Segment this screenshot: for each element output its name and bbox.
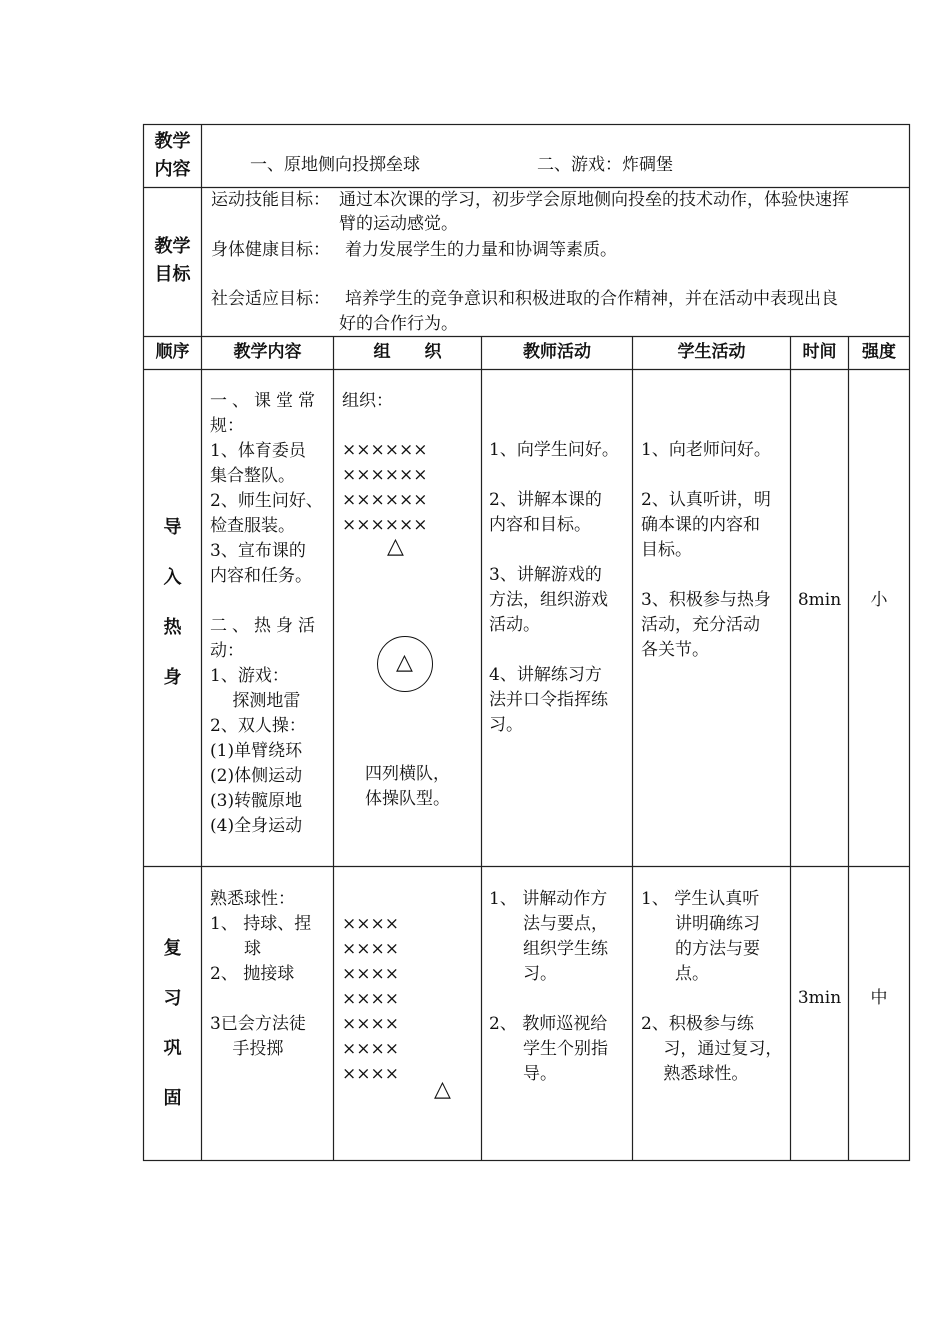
- section1-teacher-activity: 1、向学生问好。 2、讲解本课的 内容和目标。 3、讲解游戏的 方法，组织游戏 活动。 4、讲解练习方 法并口令指挥练 习。: [489, 440, 619, 735]
- section1-org-caption: 四列横队， 体操队型。: [365, 764, 450, 809]
- goals-row-label: 教学 目标: [154, 236, 191, 285]
- content-item-2: 二、游戏：炸碉堡: [537, 155, 673, 175]
- formation-row: ××××××: [342, 465, 428, 485]
- goal-social-head: 社会适应目标：: [211, 289, 330, 309]
- section1-formation: [342, 438, 427, 538]
- section1-order-label: 导 入 热 身: [163, 517, 182, 688]
- header-organization: 组 织: [373, 342, 442, 362]
- formation-row: ××××××: [342, 440, 428, 460]
- section1-time: 8min: [797, 590, 842, 610]
- section1-intensity: 小: [870, 590, 888, 610]
- header-teacher-activity: 教师活动: [523, 342, 591, 362]
- formation-row: ××××: [342, 1014, 399, 1034]
- formation-row: ××××××: [342, 515, 428, 535]
- section2-order-label: 复 习 巩 固: [163, 938, 182, 1109]
- header-time: 时间: [802, 342, 837, 362]
- section2-time: 3min: [797, 988, 842, 1008]
- formation-row: ××××: [342, 1064, 399, 1084]
- teacher-position-triangle: △: [434, 1077, 451, 1102]
- goal-skill-text-1: 通过本次课的学习，初步学会原地侧向投垒的技术动作，体验快速挥: [339, 190, 849, 210]
- goal-health-text: 着力发展学生的力量和协调等素质。: [345, 240, 617, 260]
- teacher-position-triangle: △: [387, 534, 404, 559]
- formation-row: ××××: [342, 939, 399, 959]
- circle-triangle: △: [396, 650, 413, 675]
- section2-teacher-activity: 1、 讲解动作方 法与要点， 组织学生练 习。 2、 教师巡视给 学生个别指 导。: [489, 889, 608, 1084]
- section2-formation: [342, 912, 399, 1087]
- formation-row: ××××: [342, 914, 399, 934]
- section1-content: 一、课堂常 规： 1、体育委员 集合整队。 2、师生问好、 检查服装。 3、宣布课的 内容和任务。 二、热身活 动： 1、游戏： 探测地雷 2、双人操： (1)单臂绕环 (2)体侧运动 (3)转髋原地 (4)全身运动: [210, 391, 323, 836]
- goal-health-head: 身体健康目标：: [211, 240, 330, 260]
- formation-row: ××××××: [342, 490, 428, 510]
- header-content: 教学内容: [233, 342, 302, 362]
- section2-content: 熟悉球性： 1、 持球、捏 球 2、 抛接球 3已会方法徒 手投掷: [210, 889, 312, 1059]
- formation-row: ××××: [342, 1039, 399, 1059]
- goal-social-text-2: 好的合作行为。: [339, 314, 458, 334]
- section1-org-label: 组织：: [342, 391, 393, 411]
- goal-social-text-1: 培养学生的竞争意识和积极进取的合作精神，并在活动中表现出良: [345, 289, 838, 309]
- goal-skill-text-2: 臂的运动感觉。: [339, 214, 458, 234]
- header-order: 顺序: [155, 342, 190, 362]
- section1-student-activity: 1、向老师问好。 2、认真听讲，明 确本课的内容和 目标。 3、积极参与热身 活动，充分活动 各关节。: [641, 440, 771, 660]
- header-intensity: 强度: [862, 342, 896, 362]
- content-row-label: 教学 内容: [154, 131, 191, 180]
- content-item-1: 一、原地侧向投掷垒球: [250, 155, 420, 175]
- goal-skill-head: 运动技能目标：: [211, 190, 330, 210]
- section2-intensity: 中: [870, 988, 888, 1008]
- formation-row: ××××: [342, 989, 399, 1009]
- formation-row: ××××: [342, 964, 399, 984]
- header-student-activity: 学生活动: [677, 342, 746, 362]
- section2-student-activity: 1、 学生认真听 讲明确练习 的方法与要 点。 2、积极参与练 习，通过复习， 熟悉球性。: [641, 889, 783, 1084]
